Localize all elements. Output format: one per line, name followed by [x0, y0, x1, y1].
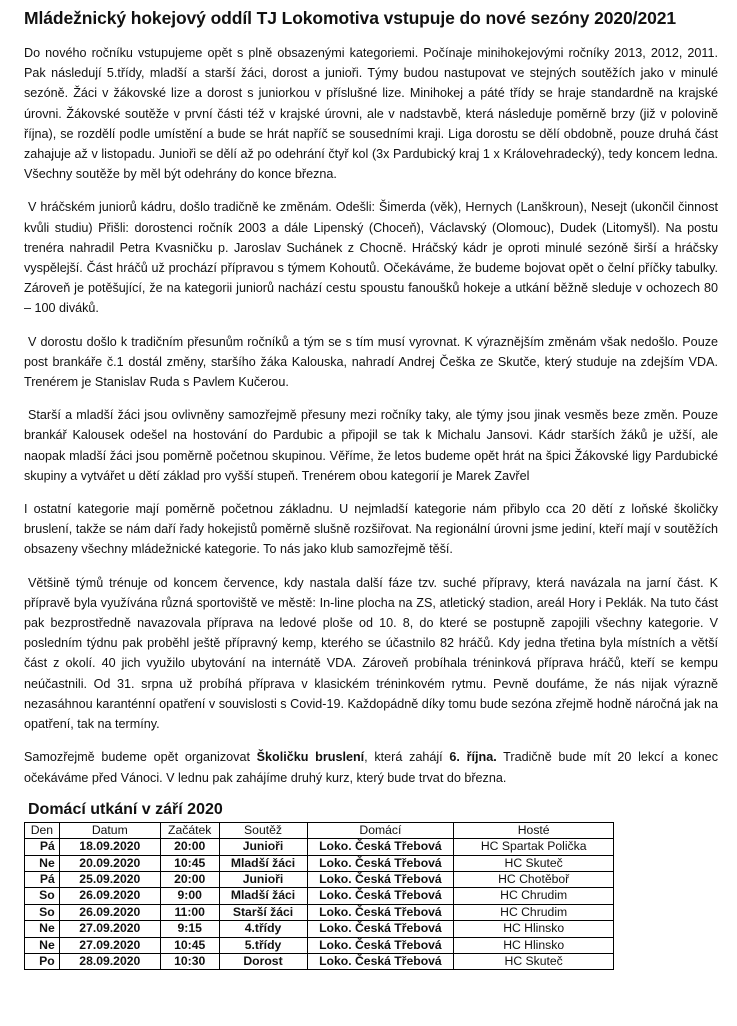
skating-text-2: , která zahájí	[364, 750, 450, 765]
table-row	[25, 871, 614, 887]
cell-competition: Mladší žáci	[219, 888, 307, 904]
cell-competition: Junioři	[219, 871, 307, 887]
cell-day: Po	[25, 953, 60, 969]
header-den: Den	[25, 822, 60, 838]
cell-home-team: Loko. Česká Třebová	[307, 937, 454, 953]
cell-home-team: Loko. Česká Třebová	[307, 888, 454, 904]
cell-competition: Junioři	[219, 839, 307, 855]
cell-competition: Dorost	[219, 953, 307, 969]
cell-start-time: 11:00	[160, 904, 219, 920]
cell-day: Ne	[25, 937, 60, 953]
table-row	[25, 921, 614, 937]
cell-home-team: Loko. Česká Třebová	[307, 921, 454, 937]
cell-day: Ne	[25, 921, 60, 937]
cell-start-time: 9:15	[160, 921, 219, 937]
cell-home-team: Loko. Česká Třebová	[307, 904, 454, 920]
paragraph-training: Většině týmů trénuje od koncem července, kdy nastala další fáze tzv. suché přípravy, která navázala na jarní část. K přípravě byla využívána různá sportoviště ve městě: In-line plocha na ZS, atletický stadion, areál Hory i Peklák. Na tuto část pak bezprostředně navazovala příprava na ledové ploše od 10. 8, do které se postupně zapojili všechny kategorie. V posledním týdnu pak proběhl ještě přípravný kemp, kterého se účastnilo 82 hráčů. Kdy jedna třetina byla místních a větší část z okolí. 40 jich využilo ubytování na internátě VDA. Zároveň probíhala tréninková příprava hráčů, kteří se kempu neúčastnili. Od 31. srpna už probíhá příprava v klasickém tréninkovém rytmu. Pevně doufáme, že nás nijak výrazně nezasáhnou karanténní opatření v souvislosti s Covid-19. Každopádně díky tomu bude sezóna zřejmě hodně náročná jak na opatření, tak na termíny.	[24, 575, 718, 732]
cell-home-team: Loko. Česká Třebová	[307, 855, 454, 871]
cell-date: 20.09.2020	[59, 855, 160, 871]
cell-date: 25.09.2020	[59, 871, 160, 887]
paragraph-juniors: V hráčském juniorů kádru, došlo tradičně ke změnám. Odešli: Šimerda (věk), Hernych (Lanškroun), Nesejt (ukončil činnost kvůli studiu) Přišli: dorostenci ročník 2003 a dále Lipenský (Choceň), Václavský (Olomouc), Dudek (Litomyšl). Na postu trenéra nahradil Petra Kvasničku p. Jaroslav Suchánek z Chocně. Hráčský kádr je oproti minulé sezóně širší a hráčsky vyspělejší. Část hráčů už prochází přípravou s týmem Kohoutů. Očekáváme, že budeme bojovat opět o čelní příčky tabulky. Zároveň je potěšující, že na kategorii juniorů nachází cestu spoustu fanoušků hokeje a utkání běžně sleduje v ochozech 80 – 100 diváků.	[24, 200, 718, 316]
cell-competition: Starší žáci	[219, 904, 307, 920]
paragraph-other-categories: I ostatní kategorie mají poměrně početnou základnu. U nejmladší kategorie nám přibylo cca 20 dětí z loňské školičky bruslení, takže se nám daří řady hokejistů poměrně slušně rozšiřovat. Na regionální úrovni jsme jediní, kteří mají v soutěžích obsazeny všechny mládežnické kategorie. To nás jako klub samozřejmě těší.	[24, 502, 718, 557]
cell-day: So	[25, 904, 60, 920]
cell-day: Ne	[25, 855, 60, 871]
table-row	[25, 904, 614, 920]
cell-start-time: 20:00	[160, 839, 219, 855]
header-domaci: Domácí	[307, 822, 454, 838]
cell-date: 18.09.2020	[59, 839, 160, 855]
cell-day: Pá	[25, 839, 60, 855]
table-row	[25, 937, 614, 953]
cell-start-time: 10:30	[160, 953, 219, 969]
cell-start-time: 20:00	[160, 871, 219, 887]
schedule-body	[25, 839, 614, 970]
cell-date: 26.09.2020	[59, 904, 160, 920]
header-zacatek: Začátek	[160, 822, 219, 838]
paragraph-skating-school	[24, 747, 718, 787]
table-row	[25, 839, 614, 855]
header-soutez: Soutěž	[219, 822, 307, 838]
cell-away-team: HC Skuteč	[454, 855, 614, 871]
cell-away-team: HC Chrudim	[454, 904, 614, 920]
skating-text-3: Tradičně bude mít 20 lekcí a konec očekáváme před Vánoci. V lednu pak zahájíme druhý kurz, který bude trvat do března.	[24, 750, 718, 785]
paragraph-dorost: V dorostu došlo k tradičním přesunům ročníků a tým se s tím musí vyrovnat. K výraznějším změnám však nedošlo. Pouze post brankáře č.1 dostál změny, staršího žáka Kalouska, nahradí Andrej Češka ze Skutče, který studuje na zdejším VDA. Trenérem je Stanislav Ruda s Pavlem Kučerou.	[24, 334, 718, 390]
cell-away-team: HC Chotěboř	[454, 871, 614, 887]
header-datum: Datum	[59, 822, 160, 838]
skating-text-1: Samozřejmě budeme opět organizovat	[24, 750, 257, 765]
cell-competition: 5.třídy	[219, 937, 307, 953]
skating-school-name: Školičku bruslení	[256, 750, 365, 765]
cell-date: 27.09.2020	[59, 937, 160, 953]
skating-start-date: 6. října.	[449, 750, 497, 765]
paragraph-zaci: Starší a mladší žáci jsou ovlivněny samozřejmě přesuny mezi ročníky taky, ale týmy jsou jinak vesměs beze změn. Pouze brankář Kalousek odešel na hostování do Pardubic a připojil se tak k Michalu Jansovi. Kádr starších žáků je užší, ale naopak mladší žáci jsou poměrně početnou skupinou. Věříme, že letos budeme opět hrát na špici Žákovské ligy Pardubické skupiny a vytvářet u dětí základ pro vyšší stupeň. Trenérem obou kategorií je Marek Zavřel	[24, 408, 718, 483]
schedule-table	[24, 822, 614, 971]
cell-date: 28.09.2020	[59, 953, 160, 969]
cell-start-time: 9:00	[160, 888, 219, 904]
paragraph-seasons: Do nového ročníku vstupujeme opět s plně obsazenými kategoriemi. Počínaje minihokejovými ročníky 2013, 2012, 2011. Pak následují 5.třídy, mladší a starší žáci, dorost a junioři. Týmy budou nastupovat ve stejných soutěžích jako v minulé sezóně. Žáci v žákovské lize a dorost s juniorkou v příslušné lize. Minihokej a páté třídy se hraje standardně na krajské úrovni. Žákovské soutěže v první části též v krajské úrovni, ale v nadstavbě, která následuje poměrně brzy (již v polovině října), se rozdělí podle umístění a bude se hrát napříč se sousedními kraji. Liga dorostu se dělí obdobně, pouze druhá část zahajuje až v listopadu. Junioři se dělí až po odehrání čtyř kol (3x Pardubický kraj 1 x Královehradecký), tedy koncem ledna. Všechny soutěže by měl být odehrány do konce března.	[24, 46, 718, 182]
document-page	[24, 8, 718, 970]
cell-home-team: Loko. Česká Třebová	[307, 839, 454, 855]
cell-date: 26.09.2020	[59, 888, 160, 904]
cell-away-team: HC Skuteč	[454, 953, 614, 969]
cell-home-team: Loko. Česká Třebová	[307, 953, 454, 969]
cell-away-team: HC Hlinsko	[454, 937, 614, 953]
schedule-title: Domácí utkání v září 2020	[28, 800, 223, 818]
cell-start-time: 10:45	[160, 937, 219, 953]
cell-away-team: HC Spartak Polička	[454, 839, 614, 855]
cell-start-time: 10:45	[160, 855, 219, 871]
cell-date: 27.09.2020	[59, 921, 160, 937]
cell-away-team: HC Hlinsko	[454, 921, 614, 937]
cell-competition: 4.třídy	[219, 921, 307, 937]
table-row	[25, 888, 614, 904]
table-row	[25, 953, 614, 969]
cell-home-team: Loko. Česká Třebová	[307, 871, 454, 887]
cell-day: So	[25, 888, 60, 904]
cell-day: Pá	[25, 871, 60, 887]
cell-competition: Mladší žáci	[219, 855, 307, 871]
schedule-header-row	[25, 822, 614, 838]
article-title: Mládežnický hokejový oddíl TJ Lokomotiva vstupuje do nové sezóny 2020/2021	[24, 8, 676, 28]
table-row	[25, 855, 614, 871]
cell-away-team: HC Chrudim	[454, 888, 614, 904]
header-hoste: Hosté	[454, 822, 614, 838]
